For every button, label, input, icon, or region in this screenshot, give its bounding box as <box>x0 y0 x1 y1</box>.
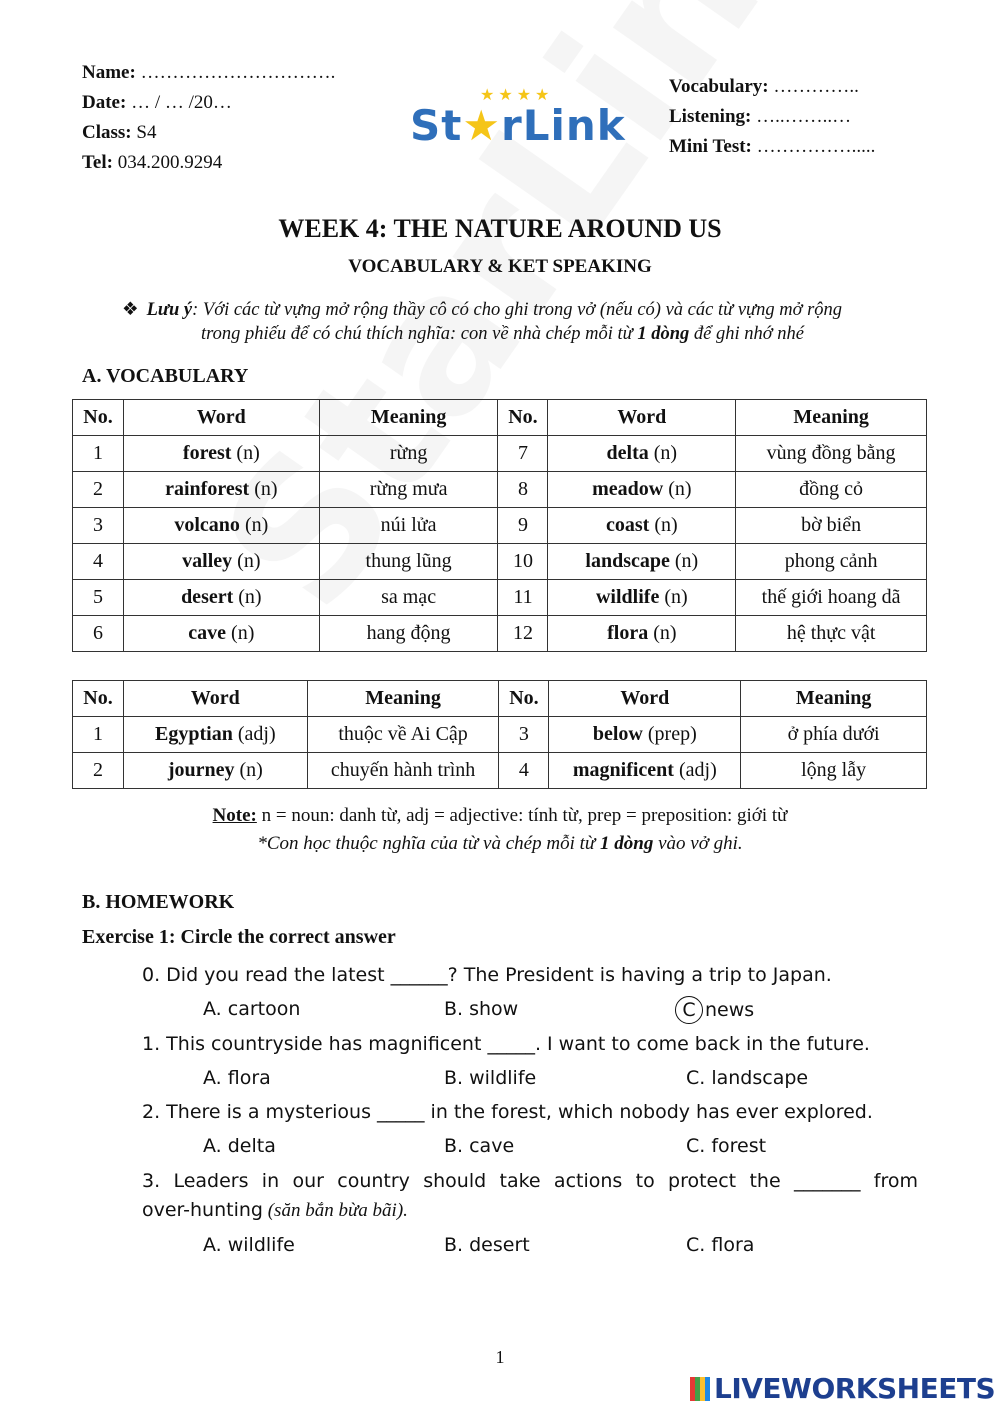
table-row <box>73 436 927 472</box>
table-row <box>73 580 927 616</box>
liveworksheets-logo: LIVEWORKSHEETS <box>690 1372 995 1405</box>
cell-meaning: ở phía dưới <box>741 717 927 753</box>
table-header-row: No. Word Meaning No. Word Meaning <box>73 400 927 436</box>
study-note: ❖ Lưu ý: Với các từ vựng mở rộng thầy cô có cho ghi trong vở (nếu có) và các từ vựng mở rộng trong phiếu để có chú thích nghĩa: con về nhà chép mỗi từ 1 dòng để ghi nhớ nhé <box>122 300 843 344</box>
cell-meaning: đồng cỏ <box>736 472 927 508</box>
cell-word: magnificent (adj) <box>549 753 741 789</box>
q3-option-b[interactable]: B. desert <box>444 1234 530 1256</box>
question-3: 3. Leaders in our country should take actions to protect the _______ from <box>142 1170 918 1192</box>
name-line: Name: …………………………. <box>82 62 336 83</box>
question-1: 1. This countryside has magnificent _____. I want to come back in the future. <box>142 1033 870 1055</box>
cell-no: 1 <box>73 717 124 753</box>
cell-word: journey (n) <box>123 753 307 789</box>
cell-no: 5 <box>73 580 124 616</box>
question-0: 0. Did you read the latest ______? The President is having a trip to Japan. <box>142 964 832 986</box>
cell-no: 4 <box>73 544 124 580</box>
cell-word: landscape (n) <box>548 544 736 580</box>
q1-option-a[interactable]: A. flora <box>203 1067 271 1089</box>
cell-meaning: rừng <box>319 436 498 472</box>
cell-no: 3 <box>73 508 124 544</box>
cell-meaning: lộng lẫy <box>741 753 927 789</box>
class-line: Class: S4 <box>82 122 157 143</box>
cell-no: 10 <box>498 544 548 580</box>
page-title: WEEK 4: THE NATURE AROUND US <box>278 214 722 243</box>
listening-score: Listening: …..……..… <box>669 106 852 127</box>
cell-no: 11 <box>498 580 548 616</box>
cell-meaning: rừng mưa <box>319 472 498 508</box>
cell-meaning: hệ thực vật <box>736 616 927 652</box>
cell-no: 1 <box>73 436 124 472</box>
cell-word: cave (n) <box>123 616 319 652</box>
q2-option-a[interactable]: A. delta <box>203 1135 276 1157</box>
cell-no: 6 <box>73 616 124 652</box>
question-2: 2. There is a mysterious _____ in the forest, which nobody has ever explored. <box>142 1101 873 1123</box>
q0-option-b[interactable]: B. show <box>444 998 519 1020</box>
score-box <box>669 72 875 162</box>
cell-meaning: phong cảnh <box>736 544 927 580</box>
question-3-line-2: over-hunting (săn bắn bừa bãi). <box>142 1199 408 1221</box>
liveworksheets-icon <box>690 1377 710 1401</box>
q1-option-c[interactable]: C. landscape <box>686 1067 809 1089</box>
exercise-1-title: Exercise 1: Circle the correct answer <box>82 926 396 948</box>
cell-meaning: sa mạc <box>319 580 498 616</box>
table-header-row: No. Word Meaning No. Word Meaning <box>73 681 927 717</box>
q3-option-a[interactable]: A. wildlife <box>203 1234 295 1256</box>
cell-word: forest (n) <box>123 436 319 472</box>
cell-word: rainforest (n) <box>123 472 319 508</box>
abbreviation-note: Note: n = noun: danh từ, adj = adjective: tính từ, prep = preposition: giới từ <box>212 805 788 826</box>
cell-word: delta (n) <box>548 436 736 472</box>
section-a-heading: A. VOCABULARY <box>82 365 249 387</box>
logo-stars-icon: ★ ★ ★ ★ <box>480 87 550 104</box>
cell-word: coast (n) <box>548 508 736 544</box>
cell-word: desert (n) <box>123 580 319 616</box>
cell-word: meadow (n) <box>548 472 736 508</box>
tel-line: Tel: 034.200.9294 <box>82 152 223 173</box>
cell-word: below (prep) <box>549 717 741 753</box>
starlink-logo: ★ ★ ★ ★ St★rLink <box>410 87 626 150</box>
page-number: 1 <box>495 1347 505 1367</box>
vocabulary-table-2 <box>72 680 927 789</box>
q2-option-b[interactable]: B. cave <box>444 1135 515 1157</box>
cell-no: 2 <box>73 753 124 789</box>
cell-meaning: vùng đồng bằng <box>736 436 927 472</box>
table-row <box>73 717 927 753</box>
cell-meaning: thế giới hoang dã <box>736 580 927 616</box>
cell-word: flora (n) <box>548 616 736 652</box>
cell-word: wildlife (n) <box>548 580 736 616</box>
cell-no: 9 <box>498 508 548 544</box>
q3-option-c[interactable]: C. flora <box>686 1234 755 1256</box>
minitest-score: Mini Test: ……………..... <box>669 136 876 157</box>
cell-meaning: thuộc về Ai Cập <box>307 717 499 753</box>
copy-instruction: *Con học thuộc nghĩa của từ và chép mỗi từ 1 dòng vào vở ghi. <box>257 833 743 854</box>
cell-word: valley (n) <box>123 544 319 580</box>
q2-option-c[interactable]: C. forest <box>686 1135 767 1157</box>
q0-option-a[interactable]: A. cartoon <box>203 998 301 1020</box>
cell-meaning: núi lửa <box>319 508 498 544</box>
cell-no: 2 <box>73 472 124 508</box>
table-row <box>73 508 927 544</box>
page-subtitle: VOCABULARY & KET SPEAKING <box>348 256 652 277</box>
student-info <box>82 58 335 178</box>
q0-option-c[interactable]: C news <box>681 996 754 1024</box>
table-row <box>73 472 927 508</box>
vocabulary-table-1 <box>72 399 927 652</box>
cell-meaning: chuyến hành trình <box>307 753 499 789</box>
date-line: Date: … / … /20… <box>82 92 232 113</box>
q1-option-b[interactable]: B. wildlife <box>444 1067 537 1089</box>
cell-no: 8 <box>498 472 548 508</box>
bullet-icon: ❖ <box>122 300 139 320</box>
table-row <box>73 544 927 580</box>
section-b-heading: B. HOMEWORK <box>82 891 235 913</box>
cell-word: Egyptian (adj) <box>123 717 307 753</box>
cell-no: 12 <box>498 616 548 652</box>
cell-no: 7 <box>498 436 548 472</box>
cell-meaning: thung lũng <box>319 544 498 580</box>
vocab-score: Vocabulary: ………….. <box>669 76 859 97</box>
table-row <box>73 753 927 789</box>
logo-star-icon: ★ <box>462 101 501 150</box>
cell-word: volcano (n) <box>123 508 319 544</box>
answer-circle: C <box>675 996 703 1024</box>
cell-no: 3 <box>499 717 549 753</box>
cell-meaning: bờ biển <box>736 508 927 544</box>
table-row <box>73 616 927 652</box>
cell-no: 4 <box>499 753 549 789</box>
cell-meaning: hang động <box>319 616 498 652</box>
